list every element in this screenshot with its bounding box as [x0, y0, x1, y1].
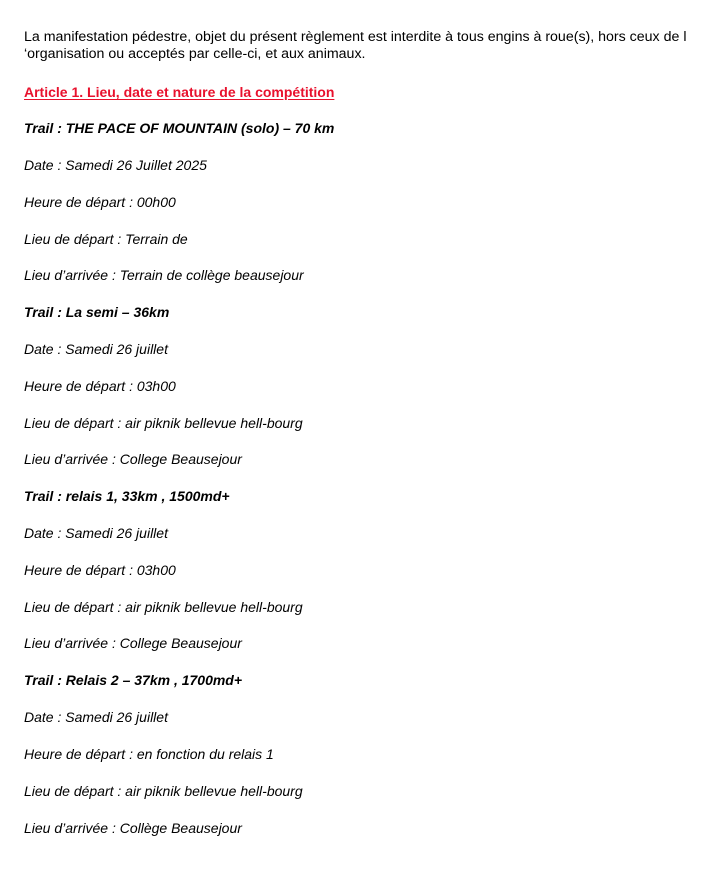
intro-paragraph: La manifestation pédestre, objet du présent règlement est interdite à tous engins à roue(s), hors ceux de l ‘organisation ou acceptés par celle-ci, et aux animaux.	[24, 29, 687, 62]
start-time-line: Heure de départ : 00h00	[24, 194, 176, 210]
start-place-line: Lieu de départ : air piknik bellevue hell-bourg	[24, 783, 303, 799]
start-time-line: Heure de départ : 03h00	[24, 378, 176, 394]
date-line: Date : Samedi 26 juillet	[24, 709, 168, 725]
date-line: Date : Samedi 26 juillet	[24, 341, 168, 357]
start-place-line: Lieu de départ : air piknik bellevue hell-bourg	[24, 415, 303, 431]
finish-place-line: Lieu d’arrivée : Collège Beausejour	[24, 820, 242, 836]
start-time-line: Heure de départ : 03h00	[24, 562, 176, 578]
start-place-line: Lieu de départ : air piknik bellevue hell-bourg	[24, 599, 303, 615]
finish-place-line: Lieu d’arrivée : College Beausejour	[24, 451, 242, 467]
trail-title: Trail : relais 1, 33km , 1500md+	[24, 488, 230, 504]
date-line: Date : Samedi 26 Juillet 2025	[24, 157, 207, 173]
trail-title: Trail : La semi – 36km	[24, 304, 170, 320]
date-line: Date : Samedi 26 juillet	[24, 525, 168, 541]
start-time-line: Heure de départ : en fonction du relais 1	[24, 746, 274, 762]
article-heading: Article 1. Lieu, date et nature de la compétition	[24, 84, 335, 100]
start-place-line: Lieu de départ : Terrain de	[24, 231, 188, 247]
trail-title: Trail : THE PACE OF MOUNTAIN (solo) – 70 km	[24, 120, 335, 136]
finish-place-line: Lieu d’arrivée : Terrain de collège beausejour	[24, 267, 304, 283]
finish-place-line: Lieu d’arrivée : College Beausejour	[24, 635, 242, 651]
trail-title: Trail : Relais 2 – 37km , 1700md+	[24, 672, 243, 688]
